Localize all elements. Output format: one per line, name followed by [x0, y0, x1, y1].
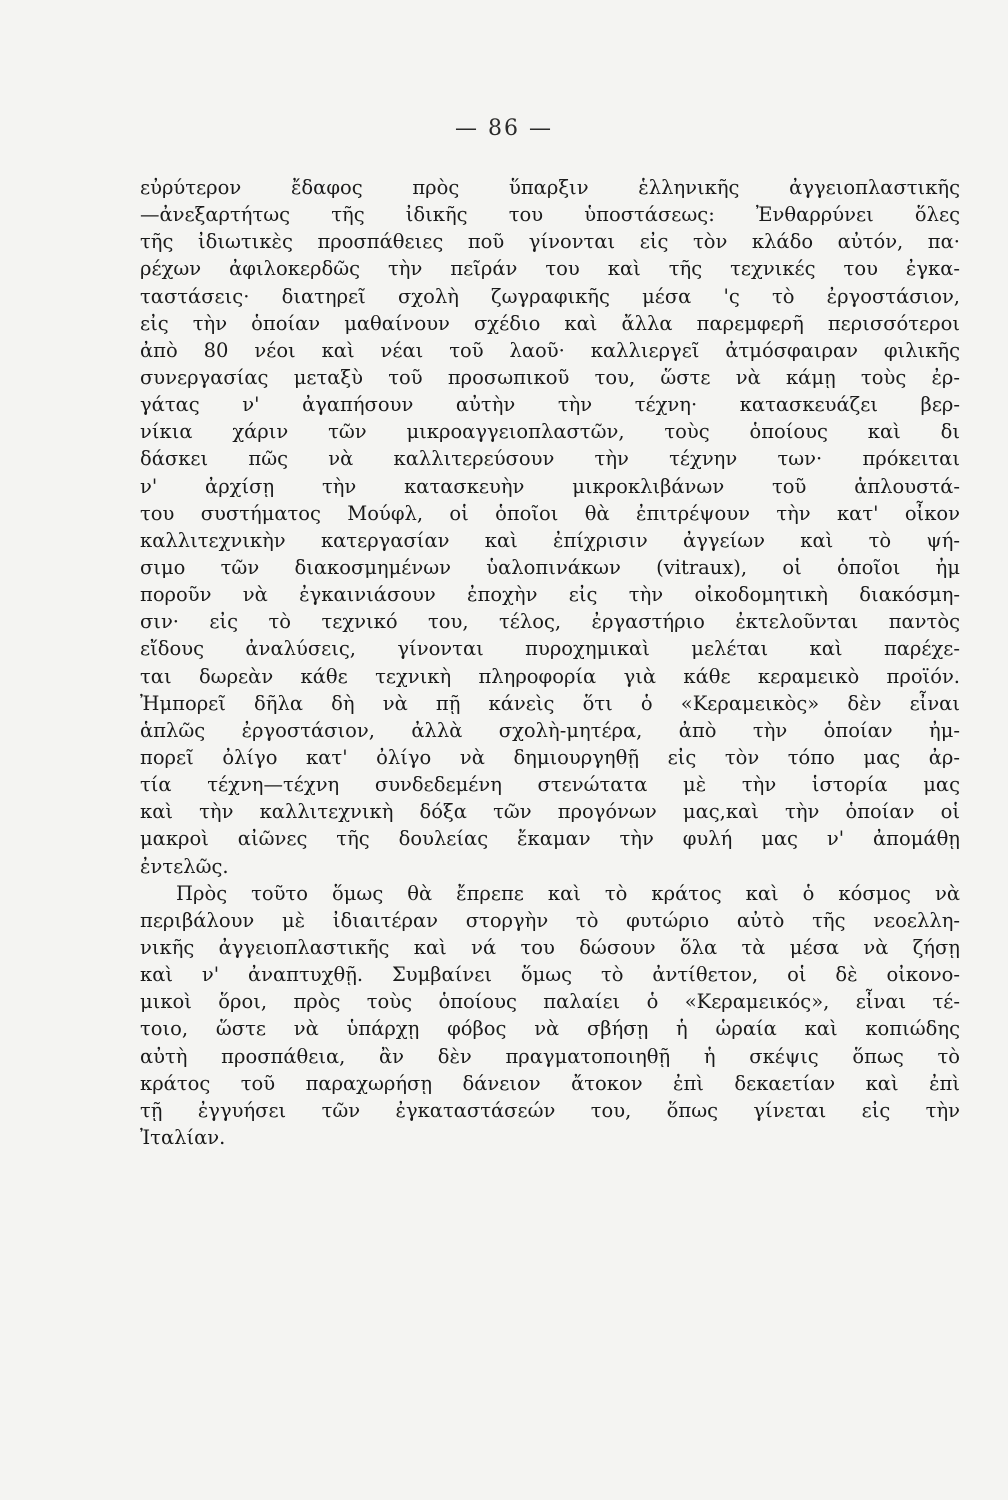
text-line: περιβάλουν μὲ ἰδιαιτέραν στοργὴν τὸ φυτώριο αὐτὸ τῆς νεοελλη- — [140, 908, 960, 932]
text-line: Ἰταλίαν. — [140, 1125, 226, 1149]
text-line: —ἀνεξαρτήτως τῆς ἰδικῆς του ὑποστάσεως: Ἐνθαρρύνει ὅλες — [140, 203, 960, 227]
text-line: ται δωρεὰν κάθε τεχνικὴ πληροφορία γιὰ κάθε κεραμεικὸ προϊόν. — [140, 664, 960, 688]
text-line: ρέχων ἀφιλοκερδῶς τὴν πεῖράν του καὶ τῆς τεχνικές του ἐγκα- — [140, 257, 960, 281]
text-line: τῇ ἐγγυήσει τῶν ἐγκαταστάσεών του, ὅπως γίνεται εἰς τὴν — [140, 1098, 960, 1122]
text-line: καὶ ν' ἀναπτυχθῇ. Συμβαίνει ὅμως τὸ ἀντίθετον, οἱ δὲ οἰκονο- — [140, 963, 960, 987]
text-line: τία τέχνη—τέχνη συνδεδεμένη στενώτατα μὲ τὴν ἱστορία μας — [140, 773, 960, 797]
text-line: ἀπὸ 80 νέοι καὶ νέαι τοῦ λαοῦ· καλλιεργεῖ ἀτμόσφαιραν φιλικῆς — [140, 338, 960, 362]
text-line: συνεργασίας μεταξὺ τοῦ προσωπικοῦ του, ὥστε νὰ κάμῃ τοὺς ἐρ- — [140, 365, 960, 389]
paragraph-2 — [140, 880, 960, 1151]
text-line: σιμο τῶν διακοσμημένων ὑαλοπινάκων (vitraux), οἱ ὁποῖοι ἠμ — [140, 555, 960, 579]
text-line: Πρὸς τοῦτο ὅμως θὰ ἔπρεπε καὶ τὸ κράτος καὶ ὁ κόσμος νὰ — [176, 881, 960, 905]
text-line: νικῆς ἀγγειοπλαστικῆς καὶ νά του δώσουν ὅλα τὰ μέσα νὰ ζήσῃ — [140, 935, 960, 959]
text-line: πορεῖ ὀλίγο κατ' ὀλίγο νὰ δημιουργηθῇ εἰς τὸν τόπο μας ἀρ- — [140, 745, 960, 769]
text-line: ταστάσεις· διατηρεῖ σχολὴ ζωγραφικῆς μέσα 'ς τὸ ἐργοστάσιον, — [140, 284, 960, 308]
text-line: ἐντελῶς. — [140, 854, 229, 878]
text-line: σιν· εἰς τὸ τεχνικό του, τέλος, ἐργαστήριο ἐκτελοῦνται παντὸς — [140, 610, 960, 634]
text-line: Ἠμπορεῖ δῆλα δὴ νὰ πῇ κάνεὶς ὅτι ὁ «Κεραμεικὸς» δὲν εἶναι — [140, 691, 960, 715]
text-line: καὶ τὴν καλλιτεχνικὴ δόξα τῶν προγόνων μας,καὶ τὴν ὁποίαν οἱ — [140, 800, 960, 824]
text-line: εἴδους ἀναλύσεις, γίνονται πυροχημικαὶ μελέται καὶ παρέχε- — [140, 637, 960, 661]
text-line: τοιο, ὥστε νὰ ὑπάρχῃ φόβος νὰ σβήσῃ ἡ ὡραία καὶ κοπιώδης — [140, 1017, 960, 1041]
text-line: εὐρύτερον ἔδαφος πρὸς ὕπαρξιν ἑλληνικῆς ἀγγειοπλαστικῆς — [140, 176, 960, 199]
text-line: μικοὶ ὅροι, πρὸς τοὺς ὁποίους παλαίει ὁ «Κεραμεικός», εἶναι τέ- — [140, 990, 960, 1014]
text-line: εἰς τὴν ὁποίαν μαθαίνουν σχέδιο καὶ ἄλλα παρεμφερῆ περισσότεροι — [140, 311, 960, 335]
text-line: ν' ἀρχίσῃ τὴν κατασκευὴν μικροκλιβάνων τοῦ ἁπλουστά- — [140, 474, 960, 498]
text-line: δάσκει πῶς νὰ καλλιτερεύσουν τὴν τέχνην των· πρόκειται — [140, 447, 960, 471]
paragraph-1 — [140, 174, 960, 880]
text-line: γάτας ν' ἀγαπήσουν αὐτὴν τὴν τέχνη· κατασκευάζει βερ- — [140, 393, 960, 417]
text-line: μακροὶ αἰῶνες τῆς δουλείας ἔκαμαν τὴν φυλή μας ν' ἀπομάθῃ — [140, 827, 960, 851]
text-line: αὐτὴ προσπάθεια, ἂν δὲν πραγματοποιηθῇ ἡ σκέψις ὅπως τὸ — [140, 1044, 960, 1068]
body-text — [140, 174, 960, 1151]
text-line: κράτος τοῦ παραχωρήσῃ δάνειον ἄτοκον ἐπὶ δεκαετίαν καὶ ἐπὶ — [140, 1071, 960, 1095]
text-line: νίκια χάριν τῶν μικροαγγειοπλαστῶν, τοὺς ὁποίους καὶ δι — [140, 420, 960, 444]
text-line: τῆς ἰδιωτικὲς προσπάθειες ποῦ γίνονται εἰς τὸν κλάδο αὐτόν, πα· — [140, 230, 960, 254]
text-line: του συστήματος Μούφλ, οἱ ὁποῖοι θὰ ἐπιτρέψουν τὴν κατ' οἶκον — [140, 501, 960, 525]
page-number: — 86 — — [455, 116, 553, 141]
text-line: ποροῦν νὰ ἐγκαινιάσουν ἐποχὴν εἰς τὴν οἰκοδομητικὴ διακόσμη- — [140, 583, 960, 607]
text-line: καλλιτεχνικὴν κατεργασίαν καὶ ἐπίχρισιν ἀγγείων καὶ τὸ ψή- — [140, 528, 960, 552]
text-line: ἁπλῶς ἐργοστάσιον, ἀλλὰ σχολὴ-μητέρα, ἀπὸ τὴν ὁποίαν ἠμ- — [140, 718, 960, 742]
